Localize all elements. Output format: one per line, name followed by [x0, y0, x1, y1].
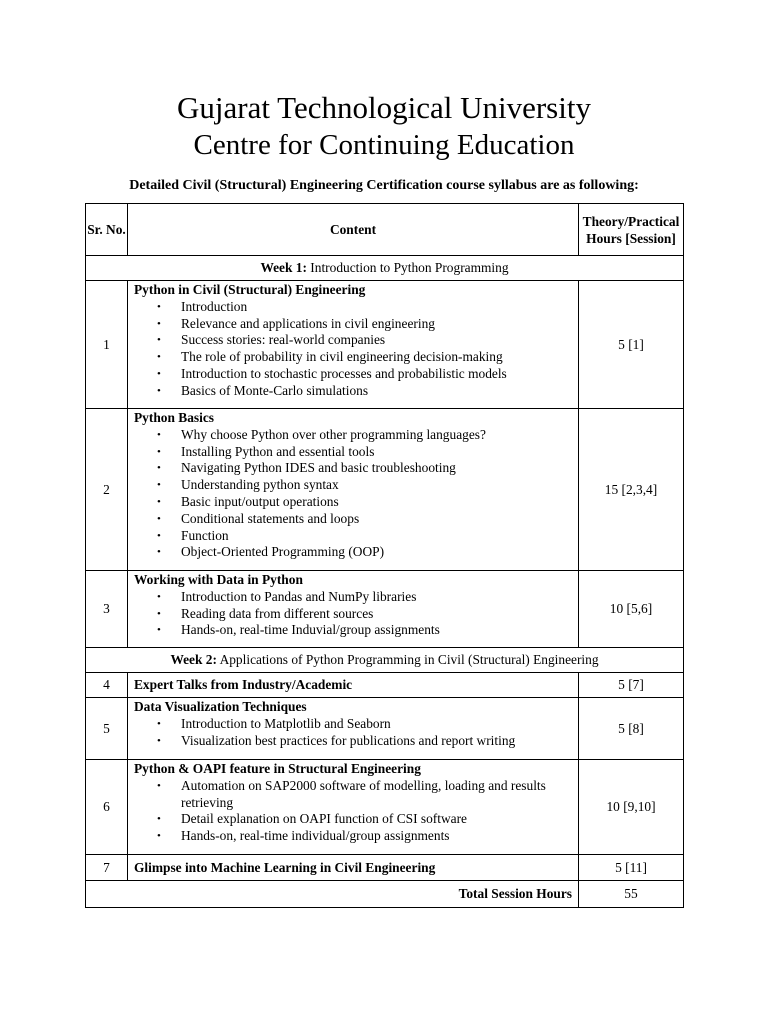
content-cell	[128, 698, 579, 760]
list-item: • Hands-on, real-time individual/group assignments	[134, 828, 574, 845]
total-label: Total Session Hours	[86, 881, 579, 908]
total-value: 55	[579, 881, 684, 908]
session-hours: 5 [7]	[579, 673, 684, 698]
content-cell	[128, 281, 579, 409]
content-cell	[128, 409, 579, 571]
topic-list	[134, 716, 574, 750]
session-hours: 5 [1]	[579, 281, 684, 409]
table-row	[86, 571, 684, 648]
session-hours: 10 [5,6]	[579, 571, 684, 648]
content-heading: Python Basics	[134, 410, 214, 425]
list-item: • Installing Python and essential tools	[134, 444, 574, 461]
table-header-row	[86, 204, 684, 256]
centre-title: Centre for Continuing Education	[193, 129, 575, 161]
week-cell	[86, 648, 684, 673]
content-cell: Expert Talks from Industry/Academic	[128, 673, 579, 698]
intro-text: Detailed Civil (Structural) Engineering Certification course syllabus are as following:	[129, 178, 639, 193]
sr-no: 5	[86, 698, 128, 760]
list-item: • Visualization best practices for publications and report writing	[134, 733, 574, 750]
session-hours: 10 [9,10]	[579, 760, 684, 855]
list-item: • Understanding python syntax	[134, 477, 574, 494]
table-row	[86, 409, 684, 571]
table-row	[86, 760, 684, 855]
list-item: • Detail explanation on OAPI function of CSI software	[134, 811, 574, 828]
table-row	[86, 698, 684, 760]
sr-no: 4	[86, 673, 128, 698]
list-item: • Success stories: real-world companies	[134, 332, 574, 349]
topic-list	[134, 299, 574, 400]
table-row	[86, 281, 684, 409]
week-row	[86, 256, 684, 281]
session-hours: 5 [8]	[579, 698, 684, 760]
session-hours: 15 [2,3,4]	[579, 409, 684, 571]
list-item: • Automation on SAP2000 software of modelling, loading and results retrieving	[134, 778, 574, 812]
sr-no: 1	[86, 281, 128, 409]
content-heading: Python & OAPI feature in Structural Engineering	[134, 761, 421, 776]
list-item: • Hands-on, real-time Induvial/group assignments	[134, 622, 574, 639]
header-srno: Sr. No.	[86, 204, 128, 256]
header-hours: Theory/Practical Hours [Session]	[579, 204, 684, 256]
week-cell	[86, 256, 684, 281]
list-item: • Object-Oriented Programming (OOP)	[134, 544, 574, 561]
list-item: • Navigating Python IDES and basic troubleshooting	[134, 460, 574, 477]
content-cell: Glimpse into Machine Learning in Civil Engineering	[128, 855, 579, 881]
content-heading: Python in Civil (Structural) Engineering	[134, 282, 366, 297]
list-item: • Introduction to stochastic processes and probabilistic models	[134, 366, 574, 383]
list-item: • Introduction to Matplotlib and Seaborn	[134, 716, 574, 733]
table-row	[86, 855, 684, 881]
table-row	[86, 673, 684, 698]
topic-list	[134, 589, 574, 639]
university-title: Gujarat Technological University	[177, 90, 591, 125]
list-item: • Why choose Python over other programming languages?	[134, 427, 574, 444]
content-heading: Working with Data in Python	[134, 572, 303, 587]
list-item: • The role of probability in civil engineering decision-making	[134, 349, 574, 366]
list-item: • Relevance and applications in civil engineering	[134, 316, 574, 333]
list-item: • Basic input/output operations	[134, 494, 574, 511]
content-heading: Data Visualization Techniques	[134, 699, 307, 714]
list-item: • Conditional statements and loops	[134, 511, 574, 528]
sr-no: 3	[86, 571, 128, 648]
content-cell	[128, 571, 579, 648]
week-row	[86, 648, 684, 673]
week-title: Introduction to Python Programming	[310, 260, 509, 275]
list-item: • Function	[134, 528, 574, 545]
sr-no: 2	[86, 409, 128, 571]
list-item: • Introduction to Pandas and NumPy libraries	[134, 589, 574, 606]
week-label: Week 1:	[260, 260, 307, 275]
week-label: Week 2:	[170, 652, 217, 667]
topic-list	[134, 427, 574, 561]
total-row	[86, 881, 684, 908]
week-title: Applications of Python Programming in Civil (Structural) Engineering	[219, 652, 599, 667]
syllabus-table-body	[86, 204, 684, 908]
list-item: • Basics of Monte-Carlo simulations	[134, 383, 574, 400]
session-hours: 5 [11]	[579, 855, 684, 881]
content-cell	[128, 760, 579, 855]
list-item: • Reading data from different sources	[134, 606, 574, 623]
list-item: • Introduction	[134, 299, 574, 316]
syllabus-table	[85, 203, 684, 908]
sr-no: 6	[86, 760, 128, 855]
header-content: Content	[128, 204, 579, 256]
topic-list	[134, 778, 574, 845]
sr-no: 7	[86, 855, 128, 881]
